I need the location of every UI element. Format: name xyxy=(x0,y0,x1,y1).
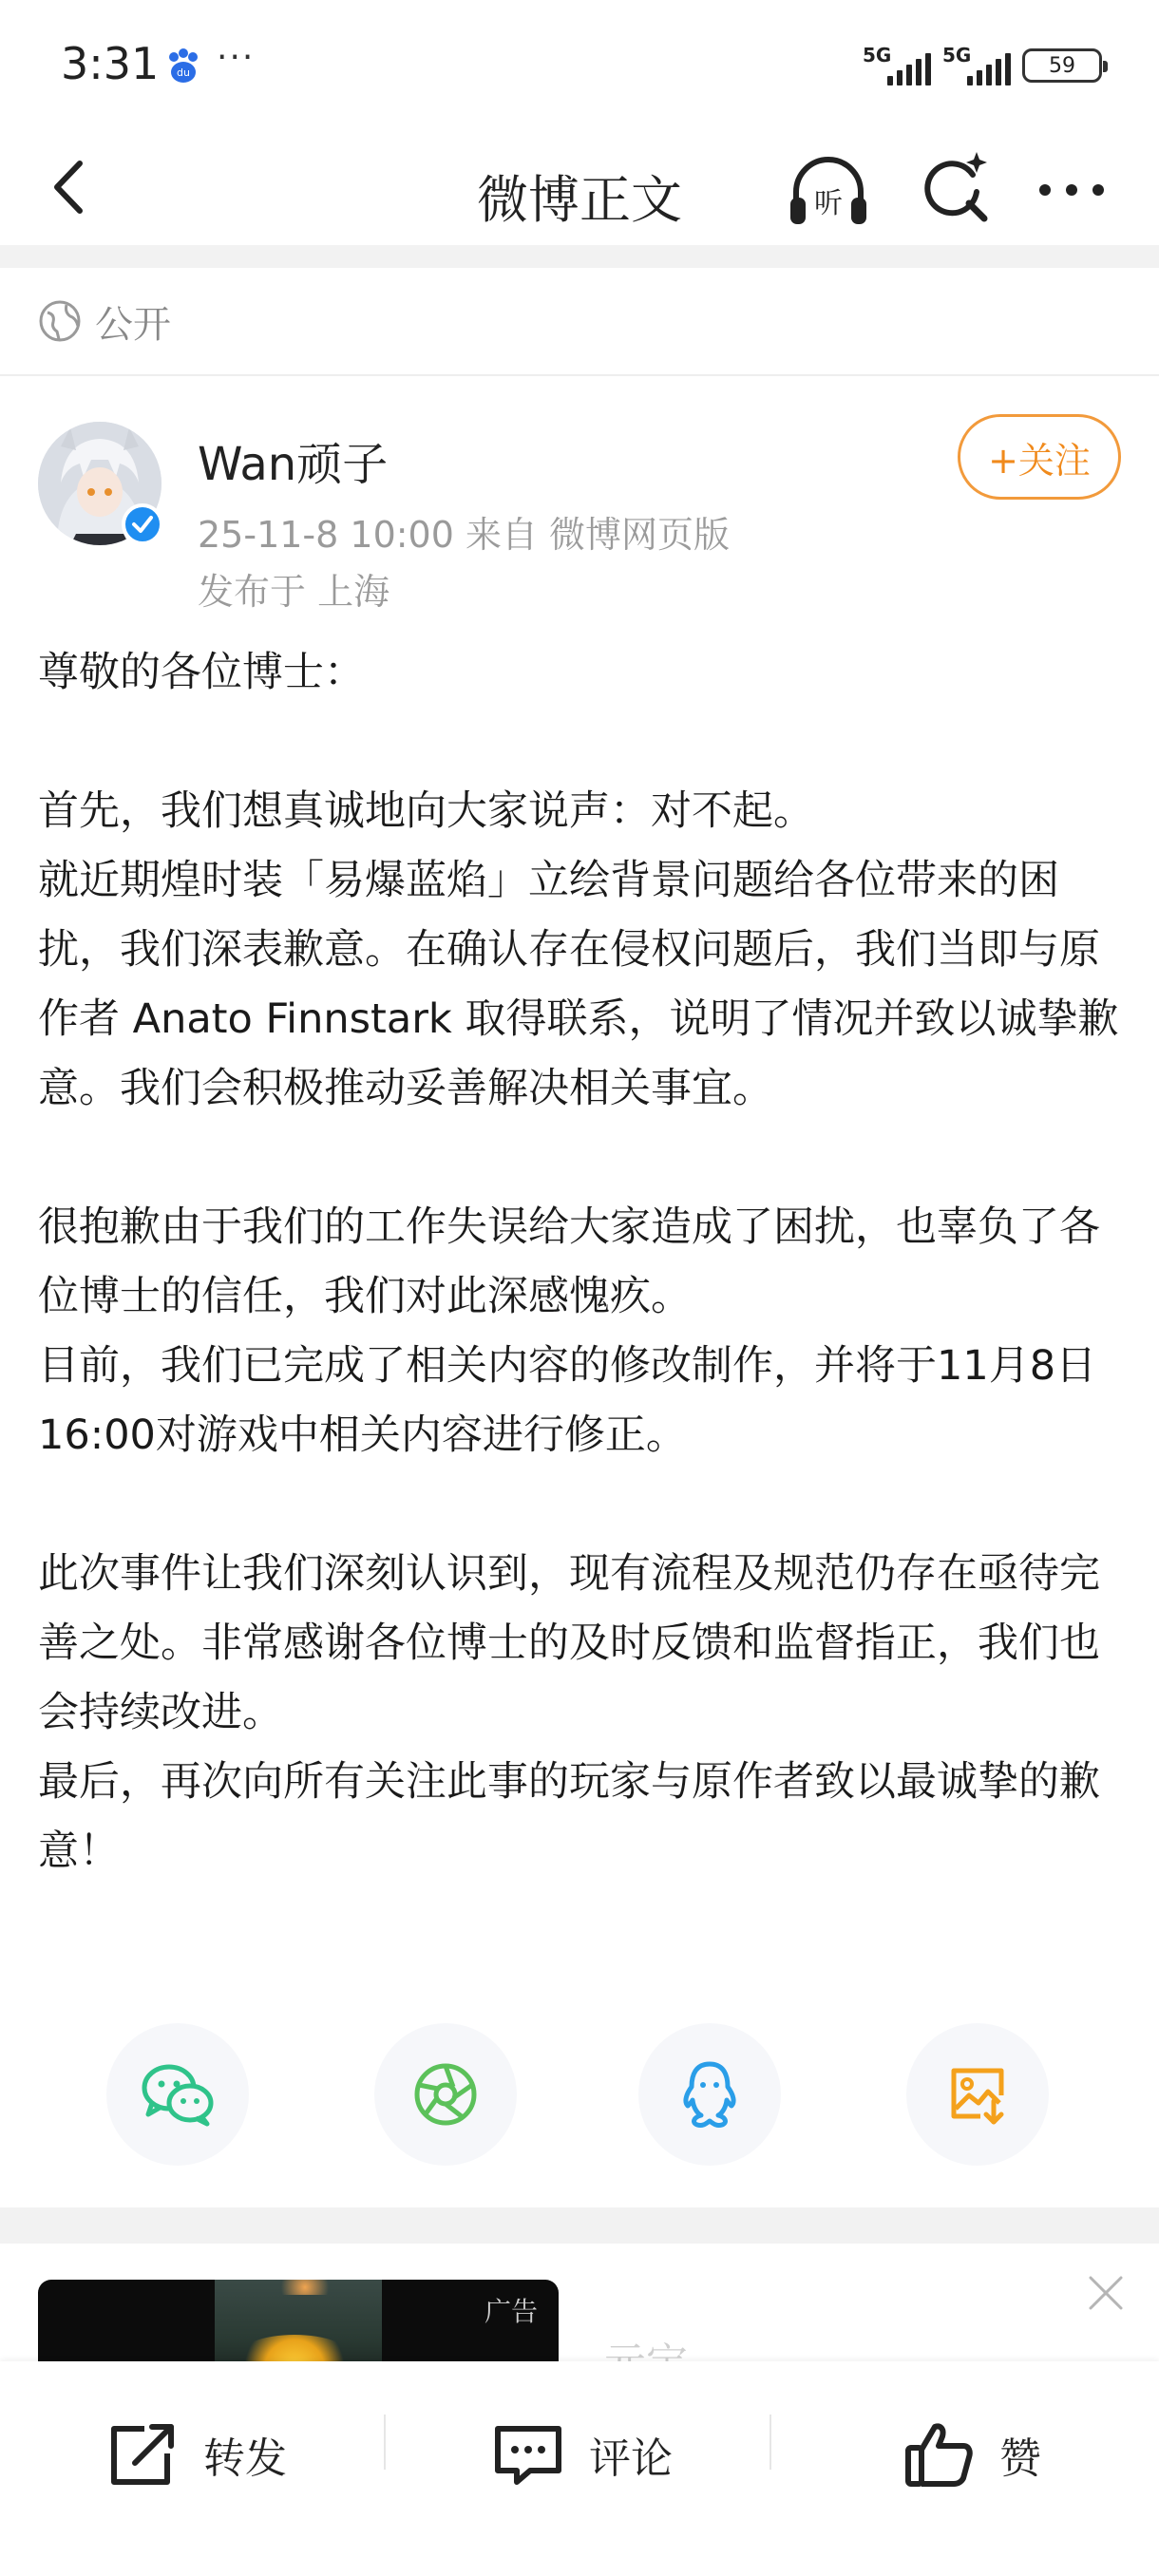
listen-label: 听 xyxy=(814,187,843,220)
moments-icon xyxy=(411,2060,480,2129)
comment-button[interactable] xyxy=(492,2416,673,2492)
section-divider xyxy=(0,245,1159,268)
like-label: 赞 xyxy=(999,2434,1041,2483)
svg-text:du: du xyxy=(177,66,190,79)
section-divider xyxy=(0,2207,1159,2244)
author-name[interactable]: Wan顽子 xyxy=(198,438,389,491)
signal-icon xyxy=(863,44,929,87)
save-image-icon xyxy=(946,2063,1009,2126)
action-divider xyxy=(770,2415,771,2470)
signal-icon xyxy=(942,44,1009,87)
post-paragraph xyxy=(38,1124,1130,1193)
share-qq-button[interactable] xyxy=(638,2023,781,2166)
verified-badge-icon xyxy=(122,503,163,545)
post-paragraph: 就近期煌时装「易爆蓝焰」立绘背景问题给各位带来的困扰，我们深表歉意。在确认存在侵权问题后，我们当即与原作者 Anato Finnstark 取得联系，说明了情况并致以诚挚歉意。我们会积极推动妥善解决相关事宜。 xyxy=(38,857,1119,1112)
ai-search-icon[interactable] xyxy=(914,146,996,228)
thumbs-up-icon xyxy=(902,2419,975,2490)
action-divider xyxy=(384,2415,386,2470)
wechat-icon xyxy=(139,2061,217,2128)
nav-bar xyxy=(0,133,1159,245)
follow-button[interactable]: +关注 xyxy=(958,414,1121,500)
repost-label: 转发 xyxy=(203,2434,287,2483)
post-paragraph: 尊敬的各位博士： xyxy=(38,649,365,696)
page-title: 微博正文 xyxy=(477,170,682,230)
ad-label: 广告 xyxy=(484,2296,538,2327)
ad-image-glow xyxy=(272,2280,338,2295)
comment-icon xyxy=(492,2421,564,2488)
signal-network-label: 5G xyxy=(942,44,972,66)
status-more-dots: ··· xyxy=(217,38,256,77)
close-icon[interactable] xyxy=(1085,2272,1127,2314)
post-paragraph: 此次事件让我们深刻认识到，现有流程及规范仍存在亟待完善之处。非常感谢各位博士的及时反馈和监督指正，我们也会持续改进。 xyxy=(38,1550,1100,1736)
post-location: 发布于 上海 xyxy=(198,571,390,613)
share-wechat-button[interactable] xyxy=(106,2023,249,2166)
listen-headphones-icon[interactable] xyxy=(785,146,872,234)
post-paragraph: 最后，再次向所有关注此事的玩家与原作者致以最诚挚的歉意！ xyxy=(38,1758,1100,1875)
baidu-paw-icon xyxy=(163,46,203,85)
battery-level: 59 xyxy=(1049,53,1075,78)
status-bar xyxy=(0,0,1159,133)
post-paragraph xyxy=(38,708,1130,777)
status-time: 3:31 xyxy=(61,38,160,89)
post-paragraph: 目前，我们已完成了相关内容的修改制作，并将于11月8日16:00对游戏中相关内容进行修正。 xyxy=(38,1342,1097,1459)
battery-indicator xyxy=(1022,48,1102,83)
bottom-action-bar xyxy=(0,2361,1159,2576)
save-image-button[interactable] xyxy=(906,2023,1049,2166)
like-button[interactable] xyxy=(902,2416,1041,2492)
globe-icon xyxy=(38,299,82,343)
signal-network-label: 5G xyxy=(863,44,892,66)
more-options-icon[interactable] xyxy=(1034,161,1110,218)
post-content xyxy=(38,638,1130,1886)
repost-icon xyxy=(106,2421,179,2488)
share-row xyxy=(0,2023,1159,2166)
comment-label: 评论 xyxy=(589,2434,673,2483)
post-meta: 25-11-8 10:00 来自 微博网页版 xyxy=(198,514,731,556)
post-paragraph: 很抱歉由于我们的工作失误给大家造成了困扰，也辜负了各位博士的信任，我们对此深感愧疚。 xyxy=(38,1203,1100,1320)
repost-button[interactable] xyxy=(106,2416,287,2492)
post-paragraph: 首先，我们想真诚地向大家说声：对不起。 xyxy=(38,787,814,835)
visibility-row xyxy=(0,268,1159,376)
qq-icon xyxy=(678,2058,741,2131)
share-moments-button[interactable] xyxy=(374,2023,517,2166)
visibility-label: 公开 xyxy=(95,302,171,347)
post-paragraph xyxy=(38,1470,1130,1540)
